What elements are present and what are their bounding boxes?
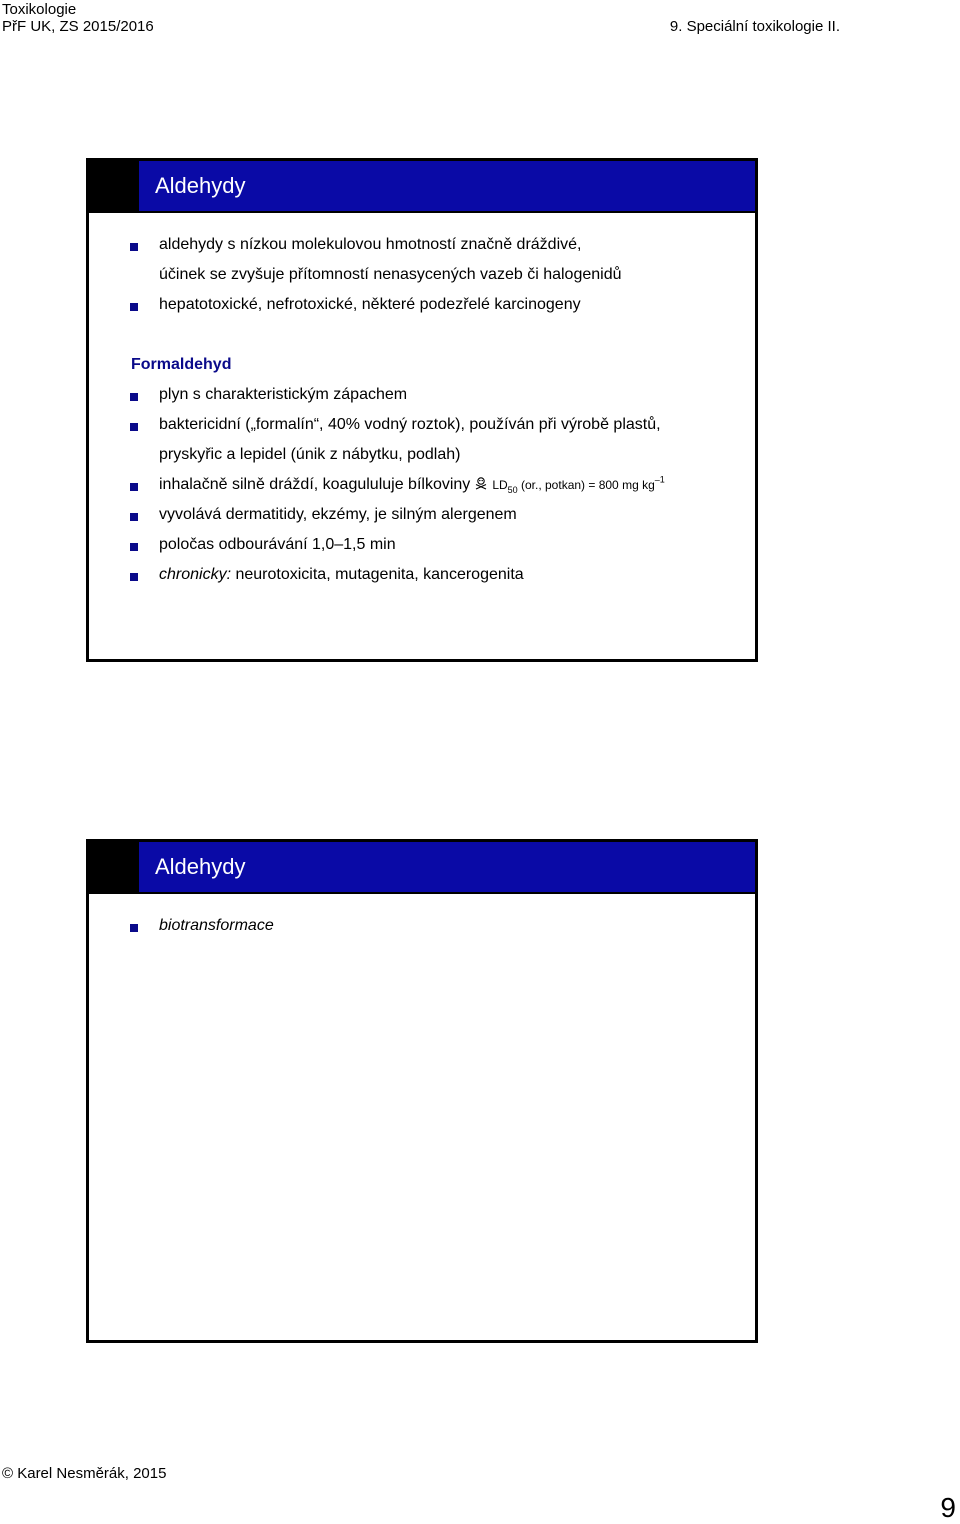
slide-title: Aldehydy: [139, 161, 755, 211]
item-halflife: poločas odbourávání 1,0–1,5 min: [159, 536, 396, 553]
bullet-icon: [130, 573, 138, 581]
bullet-icon: [130, 423, 138, 431]
item-dermatitis: vyvolává dermatitidy, ekzémy, je silným alergenem: [159, 506, 517, 523]
ld-superscript: –1: [654, 474, 665, 485]
chronic-label: chronicky:: [159, 566, 232, 583]
item-chronic: [159, 565, 524, 585]
course-title: Toxikologie: [2, 1, 77, 18]
item-smell: plyn s charakteristickým zápachem: [159, 386, 408, 403]
ld-subscript: 50: [507, 485, 518, 496]
item-inhalation: [159, 475, 665, 495]
intro-line-1: aldehydy s nízkou molekulovou hmotností značně dráždivé,: [159, 236, 582, 253]
intro-line-2: účinek se zvyšuje přítomností nenasycených vazeb či halogenidů: [159, 266, 622, 283]
ld-value: (or., potkan) = 800 mg kg: [517, 478, 655, 492]
chronic-effects: neurotoxicita, mutagenita, kancerogenita: [231, 566, 524, 583]
slide-1: [86, 158, 758, 662]
bullet-icon: [130, 543, 138, 551]
chapter-title: 9. Speciální toxikologie II.: [669, 18, 840, 35]
slide-title: Aldehydy: [139, 842, 755, 892]
ld-label: LD: [492, 478, 508, 492]
page-number: 9: [940, 1492, 956, 1523]
skull-crossbones-icon: [474, 476, 488, 490]
bullet-icon: [130, 393, 138, 401]
item-biotransformation: biotransformace: [159, 917, 274, 934]
copyright: © Karel Nesměrák, 2015: [2, 1465, 167, 1482]
bullet-icon: [130, 513, 138, 521]
item-bactericidal: baktericidní („formalín“, 40% vodný roztok), používán při výrobě plastů,: [159, 416, 661, 433]
inhalation-text: inhalačně silně dráždí, koagululuje bílkoviny: [159, 476, 471, 493]
course-term: PřF UK, ZS 2015/2016: [2, 18, 154, 35]
section-heading: Formaldehyd: [131, 356, 232, 373]
slide-2: [86, 839, 758, 1343]
item-bactericidal-cont: pryskyřic a lepidel (únik z nábytku, podlah): [159, 446, 461, 463]
bullet-icon: [130, 924, 138, 932]
bullet-icon: [130, 483, 138, 491]
bullet-icon: [130, 303, 138, 311]
bullet-icon: [130, 243, 138, 251]
intro-line-3: hepatotoxické, nefrotoxické, některé podezřelé karcinogeny: [159, 296, 581, 313]
